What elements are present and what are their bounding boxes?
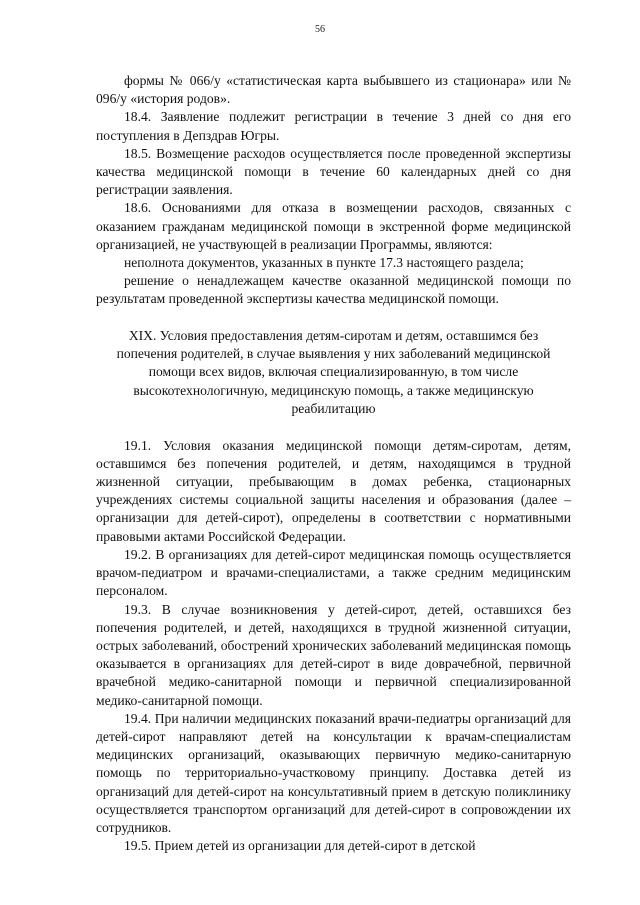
- paragraph: неполнота документов, указанных в пункте 17.3 настоящего раздела;: [124, 255, 524, 271]
- paragraphs-after-heading: [96, 437, 571, 856]
- paragraph: 19.4. При наличии медицинских показаний врачи-педиатры организаций для детей-сирот направляют детей на консультации к врачам-специалистам медицинских организаций, оказывающих первичную медико-санитарную помощь по территориально-участковому принципу. Доставка детей из организаций для детей-сирот на консультативный прием в детскую поликлинику осуществляется транспортом организаций для детей-сирот в сопровождении их сотрудников.: [96, 710, 571, 835]
- paragraph: 19.2. В организациях для детей-сирот медицинская помощь осуществляется врачом-педиатром и врачами-специалистами, а также средним медицинским персоналом.: [96, 546, 571, 599]
- section-heading: XIX. Условия предоставления детям-сиротам и детям, оставшимся без попечения родителей, в случае выявления у них заболеваний медицинской помощи всех видов, включая специализированную, в том числе высокотехнологичную, медицинскую помощь, а также медицинскую реабилитацию: [116, 327, 551, 417]
- paragraph: 18.5. Возмещение расходов осуществляется после проведенной экспертизы качества медицинской помощи в течение 60 календарных дней со дня регистрации заявления.: [96, 145, 571, 198]
- paragraph: формы № 066/у «статистическая карта выбывшего из стационара» или № 096/у «история родов».: [96, 73, 571, 107]
- paragraph: 18.6. Основаниями для отказа в возмещении расходов, связанных с оказанием гражданам медицинской помощи в экстренной форме медицинской организацией, не участвующей в реализации Программы, являются:: [96, 200, 571, 252]
- paragraph: 18.4. Заявление подлежит регистрации в течение 3 дней со дня его поступления в Депздрав Югры.: [96, 109, 571, 143]
- paragraph: 19.3. В случае возникновения у детей-сирот, детей, оставшихся без попечения родителей, и детей, находящихся в трудной жизненной ситуации, острых заболеваний, обострений хронических заболеваний медицинская помощь оказывается в организациях для детей-сирот в виде доврачебной, первичной врачебной медико-санитарной помощи и первичной специализированной медико-санитарной помощи.: [96, 601, 571, 708]
- paragraphs-before-heading: [96, 72, 571, 309]
- paragraph: 19.1. Условия оказания медицинской помощи детям-сиротам, детям, оставшимся без попечения родителей, и детям, находящимся в трудной жизненной ситуации, пребывающим в домах ребенка, стационарных учреждениях системы социальной защиты населения и образования (далее – организации для детей-сирот), определены в соответствии с нормативными правовыми актами Российской Федерации.: [96, 437, 571, 544]
- paragraph: решение о ненадлежащем качестве оказанной медицинской помощи по результатам проведенной экспертизы качества медицинской помощи.: [96, 273, 571, 307]
- paragraph: 19.5. Прием детей из организации для детей-сирот в детской: [124, 838, 476, 854]
- page-number: 56: [315, 24, 325, 35]
- document-body: [96, 72, 571, 855]
